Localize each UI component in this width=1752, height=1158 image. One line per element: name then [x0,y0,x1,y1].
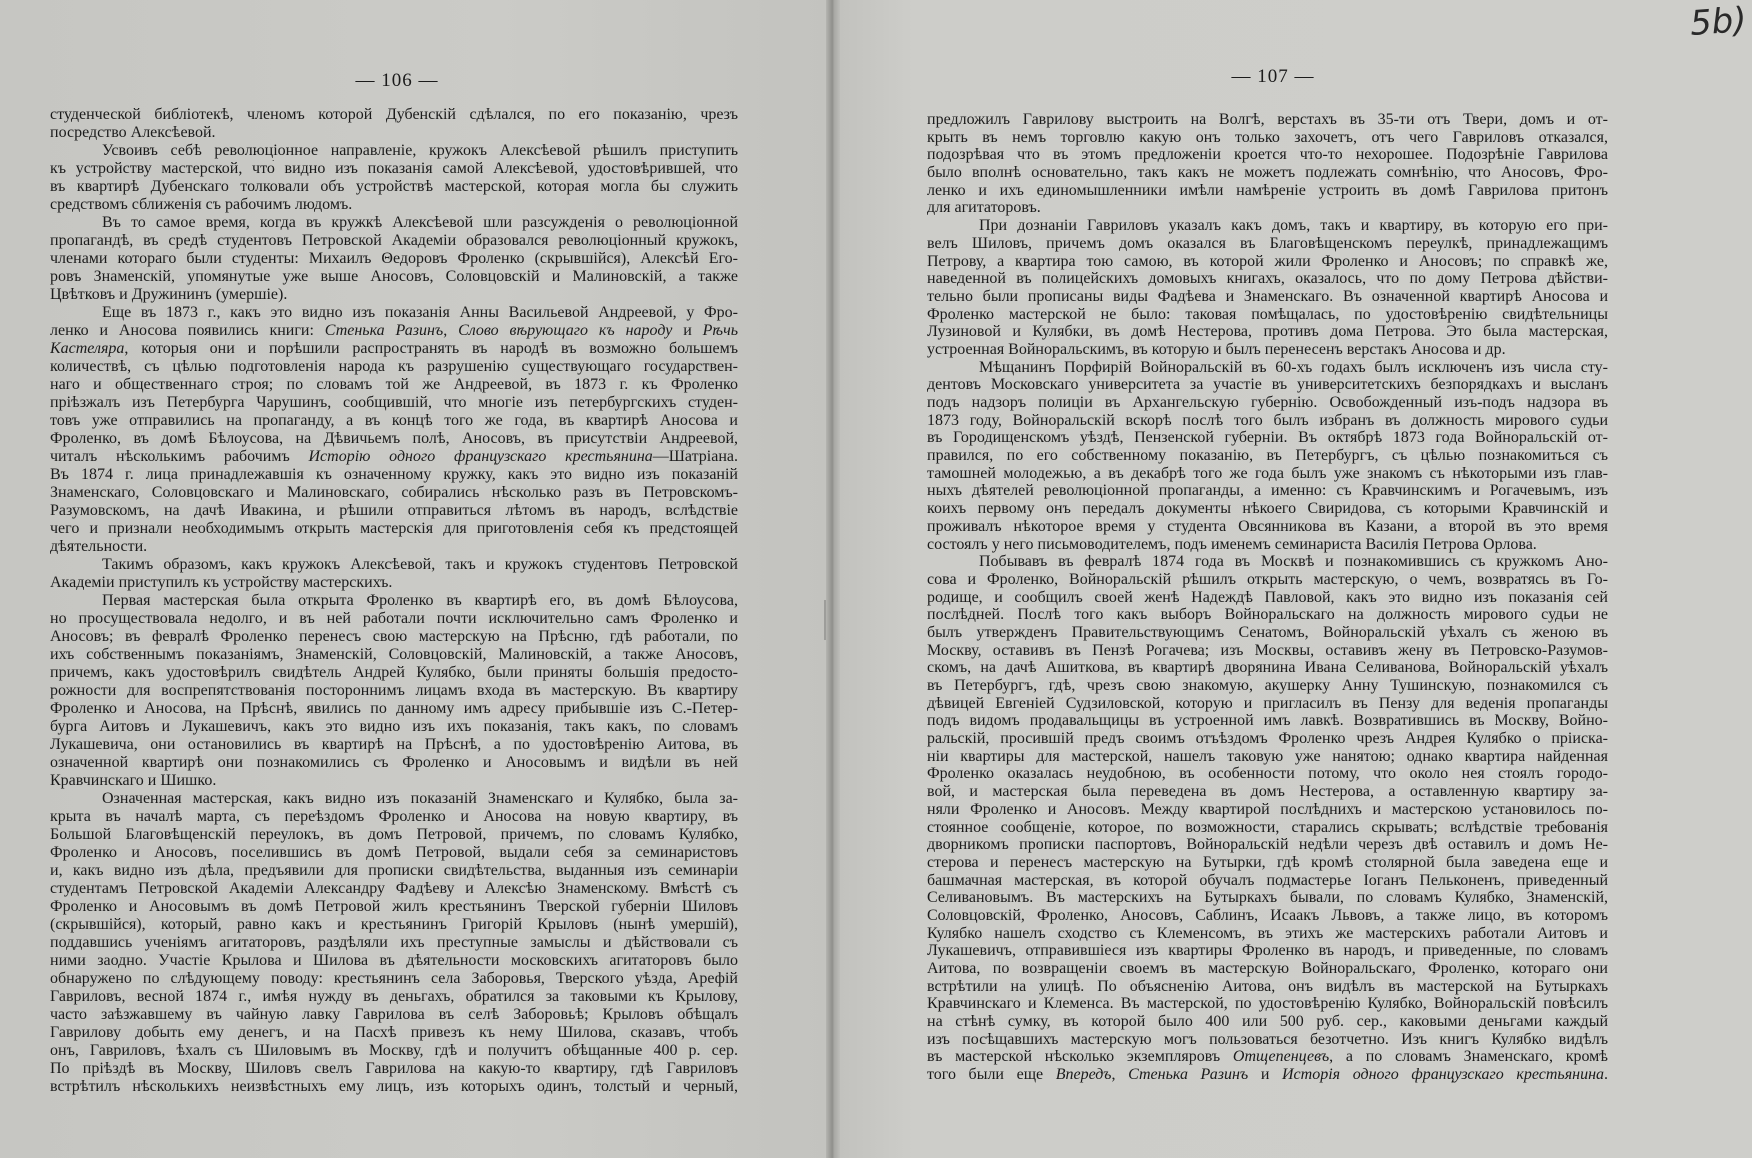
text-line: Фроленко и Аносовымъ въ домѣ Петровой жилъ крестьянинъ Тверской губерніи Шиловъ [50,898,738,915]
text-line: ихъ собственнымъ показаніямъ, Знаменскій, Соловцовскій, Малиновскій, а также Аносовъ, [50,646,738,663]
text-line: стерова и перенесъ мастерскую на Бутырки, гдѣ кромѣ столярной была заведена еще и [927,853,1608,871]
text-line: Усвоивъ себѣ революціонное направленіе, кружокъ Алексѣевой рѣшилъ приступить [102,142,738,159]
text-segment: , [1111,1066,1129,1084]
text-line: состоялъ у него письмоводителемъ, подъ именемъ семинариста Василія Петрова Орлова. [927,535,1537,553]
text-line: велъ Шиловъ, причемъ домъ оказался въ Благовѣщенскомъ переулкѣ, принадлежащимъ [927,234,1608,252]
text-line: Знаменскаго, Соловцовскаго и Малиновскаго, собирались нѣсколько разъ въ Петровскомъ- [50,484,738,501]
text-line: рожности для воспрепятствованія постороннимъ лицамъ входа въ мастерскую. Въ квартиру [50,682,738,699]
text-line: ральскій, просившій предъ своимъ отъѣздомъ Фроленко чрезъ Андрея Кулябко о пріиска- [927,730,1608,748]
text-line: крыть въ немъ торговлю какую онъ только захочетъ, отъ чего Гавриловъ отказался, [927,128,1608,146]
text-segment: , которыя они и порѣшили распространять въ народѣ въ возможно большемъ [124,340,738,357]
text-line: Въ то самое время, когда въ кружкѣ Алексѣевой шли разсужденія о революціонной [102,214,738,231]
text-line: 1873 году, Войноральскій вскорѣ послѣ того былъ избранъ въ должность мирового судьи [927,411,1608,429]
text-line: Лукашевича, они остановились въ квартирѣ на Прѣснѣ, а по удостовѣренію Аитова, въ [50,736,738,753]
text-line: сова и Фроленко, Войноральскій рѣшилъ открыть мастерскую, о чемъ, возвратясь въ Го- [927,570,1608,588]
text-line [50,340,738,358]
text-line: бурга Аитовъ и Лукашевичъ, какъ это видно изъ ихъ показанія, такъ какъ, по словамъ [50,718,738,735]
text-line: и, какъ видно изъ дѣла, предъявили для прописки свидѣтельства, выданныя изъ семинаріи [50,862,738,879]
text-line: дентовъ Московскаго университета за участіе въ университетскихъ безпорядкахъ и высланъ [927,376,1608,394]
text-line: Первая мастерская была открыта Фроленко въ квартирѣ его, въ домѣ Бѣлоусова, [102,592,738,609]
book-title-italic: Рѣчь [702,322,738,339]
text-line: Селивановымъ. Въ мастерскихъ на Бутыркахъ бывали, по словамъ Кулябко, Знаменскій, [927,889,1608,907]
text-line: изъ посѣщавшихъ мастерскую могъ пользоваться безотчетно. Изъ книгъ Кулябко видѣлъ [927,1030,1608,1048]
text-line: для агитаторовъ. [927,199,1041,217]
text-line: пропагандѣ, въ средѣ студентовъ Петровской Академіи образовался революціонный кружокъ, [50,232,738,249]
text-line: Гаврилову добыть ему денегъ, и на Пасхѣ привезъ къ нему Шилова, сказавъ, чтобъ [50,1024,738,1041]
text-line: Фроленко и Аносова, на Прѣснѣ, явились по данному имъ адресу прибывшіе изъ С.-Петер- [50,700,738,717]
text-line: ніи квартиры для мастерской, нашелъ таковую уже нанятою; однако квартира найденная [927,747,1608,765]
text-segment: и [1248,1066,1282,1084]
left-page [0,0,828,1158]
text-line: причемъ, какъ удостовѣрилъ свидѣтель Андрей Кулябко, были приняты большія предосто- [50,664,738,681]
text-line: тельно были прописаны виды Фадѣева и Знаменскаго. Въ означенной квартирѣ Аносова и [927,287,1608,305]
text-line: ними заодно. Участіе Крылова и Шилова въ дѣятельности московскихъ агитаторовъ было [50,952,738,969]
handwritten-annotation: 5b) [1688,0,1748,44]
text-line: Большой Благовѣщенскій переулокъ, въ домъ Петровой, причемъ, по словамъ Кулябко, [50,826,738,843]
text-line: онъ, Гавриловъ, ѣхалъ съ Шиловымъ въ Москву, гдѣ и получитъ обѣщанные 400 р. сер. [50,1042,738,1059]
text-line: въ квартирѣ Дубенскаго толковали объ устройствѣ мастерской, которая могла бы служить [50,178,738,195]
text-line: количествѣ, съ цѣлью подготовленія народа къ разрушенію существующаго государствен- [50,358,738,375]
text-line: подъ надзоръ полиціи въ Архангельскую губернію. Освобожденный изъ-подъ надзора въ [927,394,1608,411]
text-line: былъ утвержденъ Правительствующимъ Сенатомъ, Войноральскій уѣхалъ съ женою въ [927,623,1608,641]
text-line: поддавшись ученіямъ агитаторовъ, раздѣляли ихъ преступные замыслы и дѣйствовали съ [50,934,738,951]
text-line: Лукашевичъ, отправившіеся изъ квартиры Фроленко въ народъ, и приведенные, по словамъ [927,942,1608,960]
text-line: въ Городищенскомъ уѣздѣ, Пензенской губерніи. Въ октябрѣ 1873 года Войноральскій от- [927,429,1608,447]
text-line: послѣдней. Послѣ того какъ выборъ Войноральскаго на должность мирового судьи не [927,606,1608,624]
text-line: встрѣтили на улицѣ. По объясненію Аитова, онъ видѣлъ въ мастерской на Бутыркахъ [927,977,1608,995]
book-title-italic: Впередъ [1055,1066,1112,1084]
text-line: вой, и мастерская была переведена въ домъ Нестерова, а оставленную квартиру за- [927,783,1608,801]
text-line: крыта въ началѣ марта, съ переѣздомъ Фроленко и Аносова на новую квартиру, въ [50,808,738,825]
text-line: ровъ Знаменскій, упомянутые уже выше Аносовъ, Соловцовскій и Малиновскій, а также [50,268,738,285]
text-line: дворникомъ прописки паспортовъ, Войноральскій недѣли черезъ двѣ оставилъ и домъ Не- [927,836,1608,854]
text-line: Означенная мастерская, какъ видно изъ показаній Знаменскаго и Кулябко, была за- [102,790,738,807]
text-line: встрѣтилъ нѣсколькихъ неизвѣстныхъ ему лицъ, изъ которыхъ одинъ, толстый и черный, [50,1078,738,1095]
text-segment: , а по словамъ Знаменскаго, кромѣ [1329,1048,1608,1066]
text-line: въ Петербургъ, гдѣ, чрезъ свою знакомую, акушерку Анну Тушинскую, познакомился съ [927,677,1608,694]
text-line: часто заѣзжавшему въ чайную лавку Гаврилова въ селѣ Заборовьѣ; Крыловъ обѣщалъ [50,1006,738,1023]
text-line: на стѣнѣ сумку, въ которой было 400 или 500 руб. сер., каковыми деньгами каждый [927,1013,1608,1031]
book-title-italic: Отщепенцевъ [1232,1048,1330,1066]
text-line: ныхъ дѣятелей революціонной пропаганды, а именно: съ Кравчинскимъ и Рогачевымъ, изъ [927,482,1608,500]
text-line: Петрову, а квартира тою самою, въ которой жили Фроленко и Аносовъ; по справкѣ же, [927,252,1608,270]
text-segment: и [672,322,703,339]
text-line: членами котораго были студенты: Михаилъ Θедоровъ Фроленко (скрывшійся), Алексѣй Его- [50,250,738,267]
text-line: пріѣзжалъ изъ Петербурга Чарушинъ, сообщившій, что многіе изъ петербургскихъ студен- [50,394,738,411]
text-line: Фроленко и Аносовъ, поселившись въ домѣ Петровой, выдали себя за семинаристовъ [50,844,738,861]
text-line: (скрывшійся), который, равно какъ и крестьянинъ Григорій Крыловъ (нынѣ умершій), [50,916,738,933]
text-line: коихъ первому онъ передалъ документы нѣкоего Свиридова, съ которыми Кравчинскій и [927,500,1608,518]
text-line: Фроленко мастерской не было: таковая помѣщалась, по удостовѣренію свидѣтельницы [927,305,1608,323]
text-line: Кулябко нашелъ сходство съ Клеменсомъ, въ этихъ же мастерскихъ работали Аитовъ и [927,924,1608,942]
text-line: По пріѣздѣ въ Москву, Шиловъ свелъ Гаврилова на какую-то квартиру, гдѣ Гавриловъ [50,1060,738,1077]
text-line: къ устройству мастерской, что̀ видно изъ показанія самой Алексѣевой, удостовѣрившей, что [50,160,738,177]
book-gutter [826,0,840,1158]
book-title-italic: Исторію одного французскаго крестьянина [308,448,653,465]
text-segment: читалъ нѣсколькимъ рабочимъ [50,448,309,465]
text-line: скомъ, на дачѣ Ашиткова, въ квартирѣ дворянина Ивана Селиванова, Войноральскій уѣхалъ [927,659,1608,677]
page-number: — 107 — [1231,66,1315,87]
text-segment: , [443,322,459,339]
book-title-italic: Стенька Разинъ [324,322,444,339]
text-segment: . [1604,1066,1608,1084]
text-line: Лузиновой и Кулябки, въ домѣ Нестерова, противъ дома Петрова. Это была мастерская, [927,323,1608,341]
text-line: Цвѣтковъ и Дружининъ (умершіе). [50,286,288,303]
text-line: ленко и ихъ единомышленники имѣли намѣреніе устроить въ домѣ Гаврилова притонъ [927,181,1608,199]
text-line [50,322,738,340]
page-body-text [927,111,1608,1084]
text-line: средствомъ сближенія съ рабочимъ людомъ. [50,196,353,213]
text-line: означенной квартирѣ они познакомились съ Фроленко и Аносовымъ и видѣли въ ней [50,754,738,771]
book-title-italic: Слово вѣрующаго къ народу [458,322,673,339]
text-line: проживалъ нѣкоторое время у студента Овсянникова въ Казани, а второй въ это время [927,517,1608,535]
text-line: Еще въ 1873 г., какъ это видно изъ показанія Анны Васильевой Андреевой, у Фро- [102,304,738,321]
text-line: наго и общественнаго строя; по словамъ той же Андреевой, въ 1873 г. къ Фроленко [50,376,738,393]
text-line [927,1066,1608,1084]
text-segment: въ мастерской нѣсколько экземпляровъ [927,1048,1233,1066]
text-line: Гавриловъ, весной 1874 г., имѣя нужду въ деньгахъ, обратился за таковыми къ Крылову, [50,988,738,1005]
text-line: но просуществовала недолго, и въ ней работали почти исключительно самъ Фроленко и [50,610,738,627]
text-line: Побывавъ въ февралѣ 1874 года въ Москвѣ и познакомившись съ кружкомъ Ано- [979,553,1608,571]
text-line: обнаружено по слѣдующему поводу: крестьянинъ села Заборовья, Тверского уѣзда, Арефій [50,970,738,987]
text-line: правился, по его собственному показанію, въ Петербургъ, съ цѣлью познакомиться съ [927,447,1608,465]
text-line: дѣвицей Евгеніей Судзиловской, которую и пригласилъ въ Пензу для веденія пропаганды [927,694,1608,712]
text-line: Мѣщанинъ Порфирій Войноральскій въ 60-хъ годахъ былъ исключенъ изъ числа сту- [979,358,1608,376]
text-line: Академіи приступилъ къ устройству мастерскихъ. [50,574,393,591]
book-title-italic: Исторія одного французскаго крестьянина [1282,1066,1605,1084]
text-line: стоянное сообщеніе, которое, по возможности, старались скрывать; вслѣдствіе требованія [927,818,1608,836]
book-title-italic: Стенька Разинъ [1128,1066,1249,1084]
text-line: подозрѣвая что въ этомъ предложеніи кроется что-то нехорошее. Подозрѣніе Гаврилова [927,146,1608,164]
text-line: Кравчинскаго и Клеменса. Въ мастерской, по удостовѣренію Кулябко, Войноральскій повѣсилъ [927,995,1608,1013]
text-line: родище, и сообщилъ своей женѣ Надеждѣ Павловой, какъ это видно изъ показанія сей [927,588,1608,606]
text-line: няли Фроленко и Аносовъ. Между квартирой послѣднихъ и мастерскою установилось по- [927,800,1608,818]
text-line: Фроленко, въ домѣ Бѣлоусова, на Дѣвичьемъ полѣ, Аносовъ, въ присутствіи Андреевой, [50,430,738,447]
book-title-italic: Кастеляра [50,340,125,357]
text-line [50,448,738,466]
text-segment: —Шатріана. [652,448,738,465]
text-line: Кравчинскаго и Шишко. [50,772,217,789]
text-line: тамошней молодежью, а въ декабрѣ того же года былъ уже знакомъ съ нѣкоторыми изъ глав- [927,464,1608,482]
text-line: Въ 1874 г. лица принадлежавшія къ означенному кружку, какъ это видно изъ показаній [50,466,738,483]
text-line: Москву, оставивъ въ Пензѣ Рогачева; изъ Москвы, оставивъ жену въ Петровско-Разумов- [927,641,1608,659]
text-line: студентамъ Петровской Академіи Александру Фадѣеву и Алексѣю Знаменскому. Вмѣстѣ съ [50,880,738,897]
text-line: было вполнѣ основательно, такъ какъ не можетъ подлежать сомнѣнію, что Аносовъ, Фро- [927,164,1608,182]
text-line: устроенная Войноральскимъ, въ которую и былъ перенесенъ верстакъ Аносова и др. [927,340,1506,358]
text-line: дѣятельности. [50,538,148,555]
text-line: чего и признали необходимымъ открыть мастерскія для приготовленія себя къ предстоящей [50,520,738,537]
text-line: студенческой библіотекѣ, членомъ которой Дубенскій сдѣлался, по его показанію, чрезъ [50,106,738,123]
right-page [840,0,1752,1158]
text-line: Фроленко оказалась неудобною, въ особенности потому, что около нея стоялъ городо- [927,765,1608,783]
text-line: Аносовъ; въ февралѣ Фроленко перенесъ свою мастерскую на Прѣсню, гдѣ работали, по [50,628,738,645]
text-line: наведенной въ полицейскихъ домовыхъ книгахъ, оказалось, что по дому Петрова дѣйстви- [927,270,1608,288]
page-body-text [50,106,738,1096]
text-line: предложилъ Гаврилову выстроить на Волгѣ, верстахъ въ 35-ти отъ Твери, домъ и от- [927,111,1608,128]
text-line: товъ уже отправились на пропаганду, а въ концѣ того же года, въ квартирѣ Аносова и [50,412,738,429]
text-line: посредство Алексѣевой. [50,124,216,141]
text-line: Такимъ образомъ, какъ кружокъ Алексѣевой, такъ и кружокъ студентовъ Петровской [102,556,738,573]
text-line: Соловцовскій, Фроленко, Аносовъ, Саблинъ, Исаакъ Львовъ, а также лицо, въ которомъ [927,906,1608,924]
text-segment: ленко и Аносова появились книги: [50,322,325,339]
text-line: башмачная мастерская, въ которой обучалъ подмастерье Іоганъ Пельконенъ, приведенный [927,871,1608,889]
text-line: подъ видомъ продавальщицы въ устроенной имъ лавкѣ. Возвратившись въ Москву, Войно- [927,712,1608,730]
text-line [927,1048,1608,1066]
text-line: Аитова, по возвращеніи своемъ въ мастерскую Войноральскаго, Фроленко, котораго они [927,960,1608,977]
text-line: Разумовскомъ, на дачѣ Ивакина, и рѣшили отправиться лѣтомъ въ народъ, вслѣдствіе [50,502,738,519]
text-line: При дознаніи Гавриловъ указалъ какъ домъ, такъ и квартиру, въ которую его при- [979,217,1608,235]
page-number: — 106 — [355,70,439,91]
text-segment: того были еще [927,1066,1056,1084]
